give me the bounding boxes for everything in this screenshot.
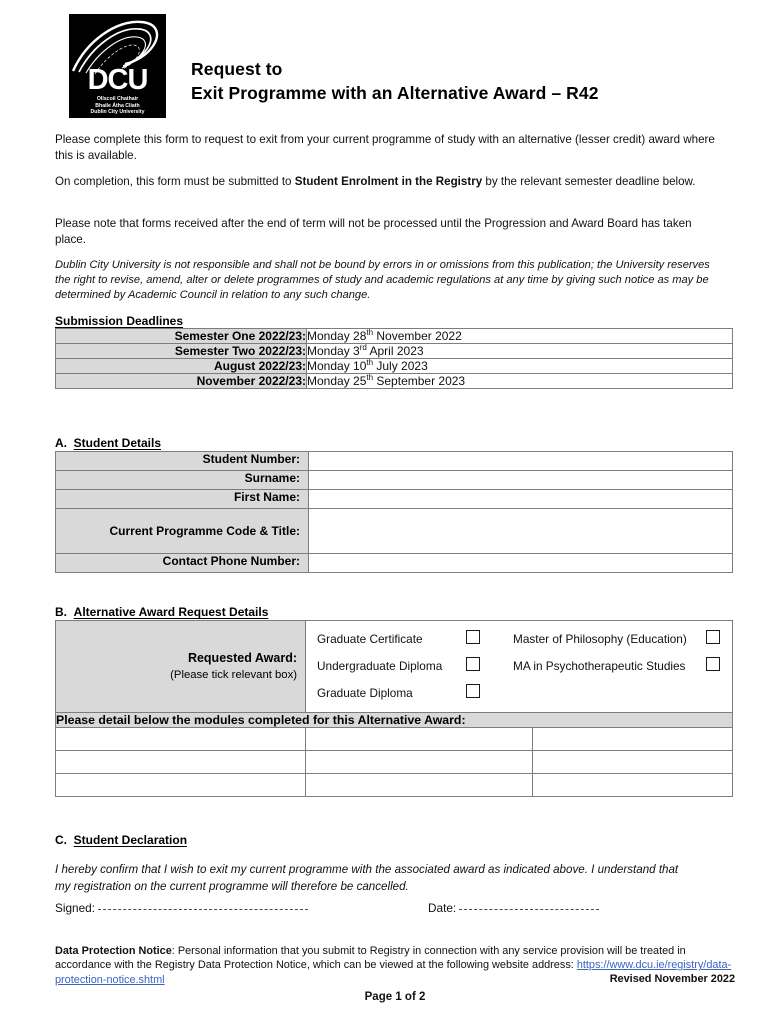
- table-row: [56, 344, 733, 359]
- module-cell-r1-c0[interactable]: [56, 751, 306, 774]
- contact-phone-input[interactable]: [309, 554, 733, 573]
- award-option-graduate-certificate-label: Graduate Certificate: [317, 632, 423, 646]
- page-footer: [55, 944, 735, 1003]
- deadline-value-2: [307, 359, 733, 374]
- intro-p2-after: by the relevant semester deadline below.: [482, 175, 696, 188]
- table-row: [56, 554, 733, 573]
- section-c-heading-text: Student Declaration: [73, 833, 188, 847]
- first-name-input[interactable]: [309, 490, 733, 509]
- intro-paragraph-1: Please complete this form to request to exit from your current programme of study with an alternative (lesser credit) award where this is available.: [55, 133, 715, 162]
- requested-award-label: Requested Award:: [187, 651, 297, 665]
- award-checkbox-graduate-certificate[interactable]: [466, 630, 480, 644]
- logo-wordmark: DCU: [87, 64, 148, 96]
- requested-award-sublabel: (Please tick relevant box): [170, 669, 297, 681]
- table-row: [56, 374, 733, 389]
- award-option-ma-psychotherapeutic-label: MA in Psychotherapeutic Studies: [513, 659, 686, 673]
- module-cell-r2-c2[interactable]: [533, 774, 733, 797]
- table-row: [56, 751, 733, 774]
- table-row: [56, 329, 733, 344]
- award-option-undergraduate-diploma-label: Undergraduate Diploma: [317, 659, 443, 673]
- deadline-ordinal-2: th: [366, 358, 374, 367]
- deadline-value-1: [307, 344, 733, 359]
- table-row: [56, 728, 733, 751]
- date-row: [428, 901, 599, 915]
- award-option-mphil-education-label: Master of Philosophy (Education): [513, 632, 687, 646]
- section-b-heading-text: Alternative Award Request Details: [73, 605, 269, 619]
- logo-subtitle: [69, 96, 166, 116]
- submission-deadlines-heading-text: Submission Deadlines: [55, 314, 184, 328]
- deadline-rest-2: July 2023: [373, 359, 428, 373]
- student-number-label: Student Number:: [56, 452, 309, 471]
- section-c-heading: [55, 833, 187, 847]
- table-row: [56, 471, 733, 490]
- date-label: Date:: [428, 901, 457, 915]
- contact-phone-label: Contact Phone Number:: [56, 554, 309, 573]
- table-row: [56, 509, 733, 554]
- student-details-table: [55, 451, 733, 573]
- signed-row: [55, 901, 308, 915]
- deadline-ordinal-3: th: [366, 373, 374, 382]
- award-checkbox-ma-psychotherapeutic[interactable]: [706, 657, 720, 671]
- first-name-label: First Name:: [56, 490, 309, 509]
- page-title-line-2: Exit Programme with an Alternative Award – R42: [191, 83, 599, 103]
- logo-subtitle-line-3: Dublin City University: [90, 109, 145, 116]
- page-header: [0, 0, 770, 130]
- intro-paragraph-3: Please note that forms received after the end of term will not be processed until the Progression and Award Board has taken place.: [55, 217, 692, 246]
- deadline-day-3: Monday 25: [307, 374, 367, 388]
- module-cell-r0-c2[interactable]: [533, 728, 733, 751]
- table-row: [56, 452, 733, 471]
- award-checkbox-undergraduate-diploma[interactable]: [466, 657, 480, 671]
- award-checkbox-graduate-diploma[interactable]: [466, 684, 480, 698]
- surname-input[interactable]: [309, 471, 733, 490]
- programme-code-title-label: Current Programme Code & Title:: [56, 509, 309, 554]
- revised-date: Revised November 2022: [609, 973, 735, 985]
- deadline-day-1: Monday 3: [307, 344, 360, 358]
- deadline-day-2: Monday 10: [307, 359, 367, 373]
- deadline-day-0: Monday 28: [307, 329, 367, 343]
- data-protection-notice-link[interactable]: https://www.dcu.ie/registry/data-protection-notice.shtml: [55, 959, 732, 986]
- alternative-award-table: [55, 620, 733, 797]
- section-a-heading: [55, 436, 161, 450]
- programme-code-title-input[interactable]: [309, 509, 733, 554]
- signature-line[interactable]: [98, 909, 308, 910]
- deadline-value-3: [307, 374, 733, 389]
- signed-label: Signed:: [55, 901, 96, 915]
- deadline-ordinal-1: rd: [359, 343, 367, 352]
- deadline-label-3: November 2022/23:: [56, 374, 307, 389]
- requested-award-label-cell: [56, 621, 306, 713]
- table-row: [56, 621, 733, 713]
- logo-subtitle-line-2: Bhaile Átha Cliath: [95, 102, 140, 109]
- data-protection-notice-text: : Personal information that you submit to Registry in connection with any service provision will be treated in accordance with the Registry Data Protection Notice, which can be viewed at the following website address:: [55, 945, 686, 972]
- section-c-letter: C.: [55, 833, 67, 847]
- page-title-line-1: Request to: [191, 59, 283, 79]
- table-row: [56, 774, 733, 797]
- deadline-rest-0: November 2022: [373, 329, 462, 343]
- intro-p2-before: On completion, this form must be submitted to: [55, 175, 295, 188]
- deadline-rest-1: April 2023: [366, 344, 424, 358]
- surname-label: Surname:: [56, 471, 309, 490]
- module-cell-r1-c2[interactable]: [533, 751, 733, 774]
- section-a-letter: A.: [55, 436, 67, 450]
- dcu-logo: [69, 14, 166, 118]
- table-row: [56, 359, 733, 374]
- submission-deadlines-heading: [55, 314, 183, 328]
- module-cell-r1-c1[interactable]: [306, 751, 533, 774]
- table-row: [56, 713, 733, 728]
- page-title: [191, 57, 751, 105]
- deadline-label-1: Semester Two 2022/23:: [56, 344, 307, 359]
- declaration-text: I hereby confirm that I wish to exit my current programme with the associated award as indicated above. I understand that my registration on the current programme will therefore be cancelled.: [55, 863, 679, 893]
- module-cell-r0-c0[interactable]: [56, 728, 306, 751]
- module-cell-r0-c1[interactable]: [306, 728, 533, 751]
- section-b-heading: [55, 605, 268, 619]
- logo-subtitle-line-1: Ollscoil Chathair: [96, 96, 139, 102]
- page-number: Page 1 of 2: [364, 991, 426, 1003]
- date-line[interactable]: [459, 909, 599, 910]
- award-options-cell: [306, 621, 733, 713]
- modules-heading: Please detail below the modules completed for this Alternative Award:: [56, 713, 733, 728]
- module-cell-r2-c0[interactable]: [56, 774, 306, 797]
- data-protection-notice-label: Data Protection Notice: [55, 945, 172, 957]
- deadline-label-0: Semester One 2022/23:: [56, 329, 307, 344]
- table-row: [56, 490, 733, 509]
- deadline-label-2: August 2022/23:: [56, 359, 307, 374]
- award-options-grid: [306, 630, 732, 704]
- intro-paragraph-2: [55, 174, 720, 190]
- student-number-input[interactable]: [309, 452, 733, 471]
- disclaimer-text: Dublin City University is not responsible and shall not be bound by errors in or omissions from this publication; the University reserves the right to revise, amend, alter or delete programmes of study and academic regulations at any time by giving such notice as may be determined by Academic Council in relation to any such change.: [55, 259, 710, 302]
- award-option-graduate-diploma-label: Graduate Diploma: [317, 686, 413, 700]
- section-a-heading-text: Student Details: [73, 436, 162, 450]
- deadline-value-0: [307, 329, 733, 344]
- submission-deadlines-table: [55, 328, 733, 389]
- deadline-rest-3: September 2023: [373, 374, 466, 388]
- module-cell-r2-c1[interactable]: [306, 774, 533, 797]
- intro-p2-bold: Student Enrolment in the Registry: [294, 175, 483, 188]
- section-b-letter: B.: [55, 605, 67, 619]
- deadline-ordinal-0: th: [366, 328, 374, 337]
- award-checkbox-mphil-education[interactable]: [706, 630, 720, 644]
